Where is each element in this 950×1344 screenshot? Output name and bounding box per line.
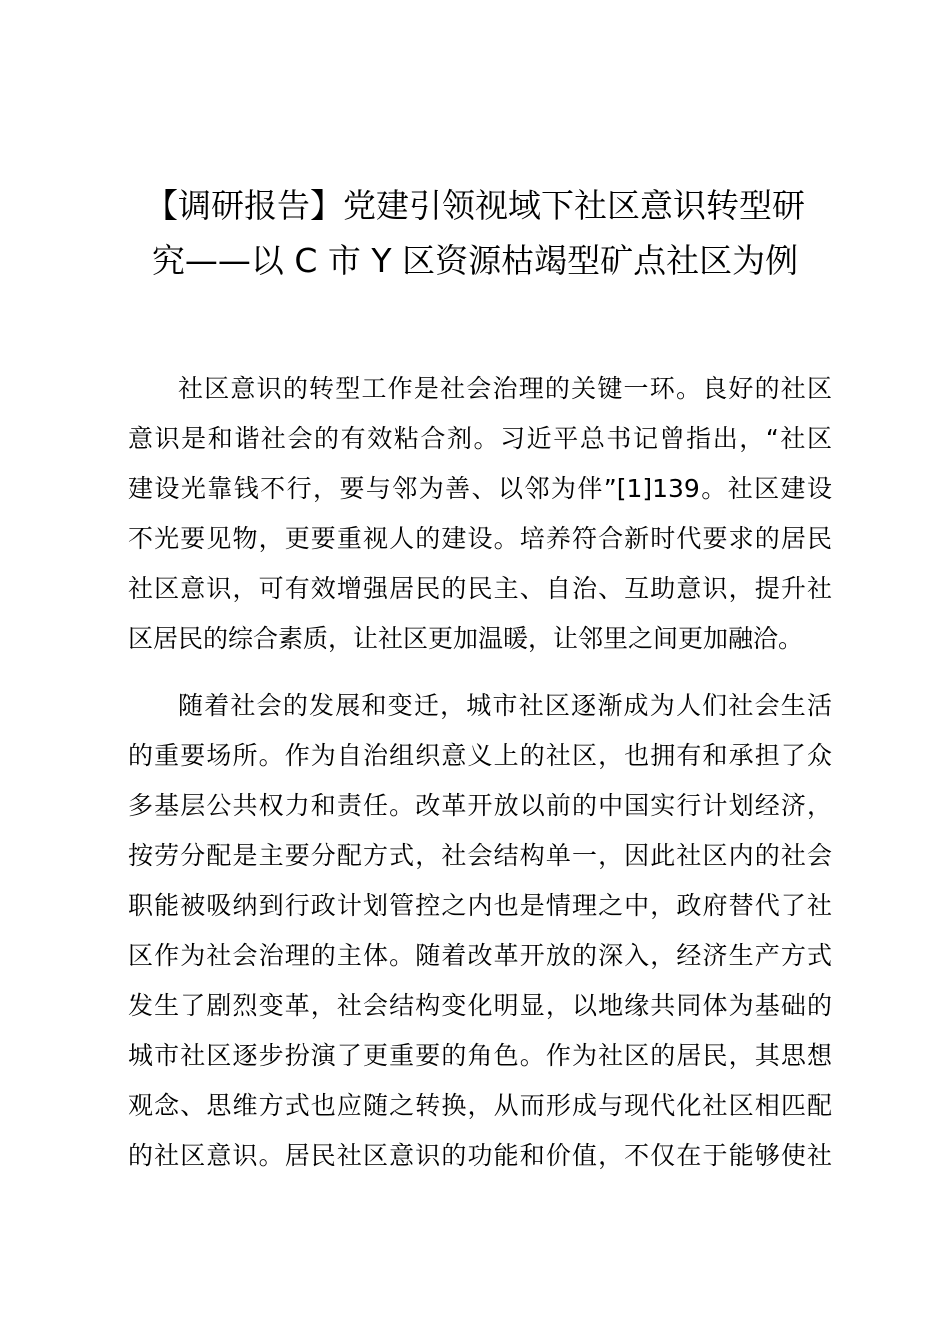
- paragraph-1: [128, 364, 832, 664]
- text-line: 建设光靠钱不行，要与邻为善、以邻为伴”[1]139。社区建设: [128, 474, 832, 503]
- title-line: 究——以 C 市 Y 区资源枯竭型矿点社区为例: [151, 241, 799, 280]
- text-line: 发生了剧烈变革，社会结构变化明显，以地缘共同体为基础的: [128, 991, 832, 1020]
- text-line: 的重要场所。作为自治组织意义上的社区，也拥有和承担了众: [128, 741, 832, 770]
- document-body: [128, 364, 832, 1198]
- text-line: 社区意识的转型工作是社会治理的关键一环。良好的社区: [178, 374, 832, 403]
- text-line: 不光要见物，更要重视人的建设。培养符合新时代要求的居民: [128, 524, 832, 553]
- text-line: 区作为社会治理的主体。随着改革开放的深入，经济生产方式: [128, 941, 832, 970]
- paragraph-2: [128, 681, 832, 1181]
- text-line: 社区意识，可有效增强居民的民主、自治、互助意识，提升社: [128, 574, 832, 603]
- text-line: 城市社区逐步扮演了更重要的角色。作为社区的居民，其思想: [128, 1041, 832, 1070]
- text-line: 职能被吸纳到行政计划管控之内也是情理之中，政府替代了社: [128, 891, 832, 920]
- title-line: 【调研报告】党建引领视域下社区意识转型研: [145, 186, 805, 225]
- document-title: [100, 178, 850, 288]
- text-line: 的社区意识。居民社区意识的功能和价值，不仅在于能够使社: [128, 1141, 832, 1170]
- text-line: 意识是和谐社会的有效粘合剂。习近平总书记曾指出，“社区: [128, 424, 832, 453]
- text-line: 观念、思维方式也应随之转换，从而形成与现代化社区相匹配: [128, 1091, 832, 1120]
- text-line: 按劳分配是主要分配方式，社会结构单一，因此社区内的社会: [128, 841, 832, 870]
- text-line: 随着社会的发展和变迁，城市社区逐渐成为人们社会生活: [178, 691, 832, 720]
- text-line: 多基层公共权力和责任。改革开放以前的中国实行计划经济，: [128, 791, 832, 820]
- text-line: 区居民的综合素质，让社区更加温暖，让邻里之间更加融洽。: [128, 624, 804, 653]
